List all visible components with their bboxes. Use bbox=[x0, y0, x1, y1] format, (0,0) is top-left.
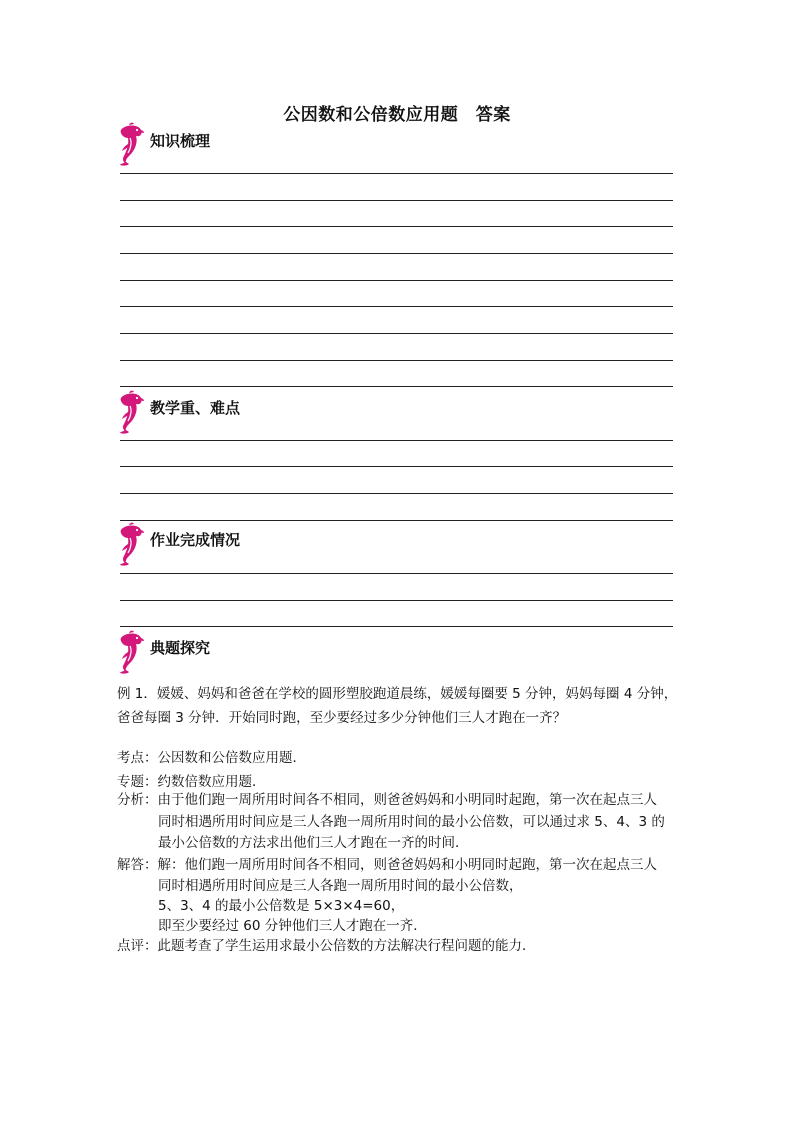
zhuanti-line: 专题：约数倍数应用题． bbox=[117, 774, 266, 790]
fenxi-line: 最小公倍数的方法求出他们三人才跑在一齐的时间． bbox=[158, 835, 469, 851]
dolphin-icon bbox=[117, 630, 145, 674]
section-title: 典题探究 bbox=[150, 639, 211, 657]
kaodian-line: 考点：公因数和公倍数应用题． bbox=[117, 750, 306, 766]
answer-line bbox=[120, 253, 673, 254]
answer-line bbox=[120, 280, 673, 281]
answer-line bbox=[120, 200, 673, 201]
answer-line bbox=[120, 360, 673, 361]
dolphin-icon bbox=[117, 122, 145, 166]
jieda-line: 同时相遇所用时间应是三人各跑一周所用时间的最小公倍数， bbox=[158, 878, 523, 894]
dianping-line: 点评：此题考查了学生运用求最小公倍数的方法解决行程问题的能力． bbox=[117, 938, 536, 954]
answer-line bbox=[120, 520, 673, 521]
fenxi-line: 分析：由于他们跑一周所用时间各不相同，则爸爸妈妈和小明同时起跑，第一次在起点三人 bbox=[117, 792, 657, 808]
answer-line bbox=[120, 333, 673, 334]
answer-line bbox=[120, 440, 673, 441]
answer-line bbox=[120, 573, 673, 574]
answer-line bbox=[120, 493, 673, 494]
question-line: 爸爸每圈 3 分钟．开始同时跑，至少要经过多少分钟他们三人才跑在一齐？ bbox=[117, 710, 567, 726]
jieda-line: 5、3、4 的最小公倍数是 5×3×4=60， bbox=[158, 898, 405, 914]
answer-line bbox=[120, 600, 673, 601]
answer-line bbox=[120, 226, 673, 227]
page-title: 公因数和公倍数应用题 答案 bbox=[283, 105, 511, 125]
dolphin-icon bbox=[117, 522, 145, 566]
question-line: 例 1．媛媛、妈妈和爸爸在学校的圆形塑胶跑道晨练，媛媛每圈要 5 分钟，妈妈每圈 4 分钟， bbox=[117, 686, 678, 702]
answer-line bbox=[120, 386, 673, 387]
section-title: 知识梳理 bbox=[150, 132, 211, 150]
section-title: 作业完成情况 bbox=[150, 531, 241, 549]
jieda-line: 解答：解：他们跑一周所用时间各不相同，则爸爸妈妈和小明同时起跑，第一次在起点三人 bbox=[117, 857, 657, 873]
answer-line bbox=[120, 466, 673, 467]
fenxi-line: 同时相遇所用时间应是三人各跑一周所用时间的最小公倍数，可以通过求 5、4、3 的 bbox=[158, 814, 665, 830]
answer-line bbox=[120, 306, 673, 307]
section-title: 教学重、难点 bbox=[150, 399, 241, 417]
answer-line bbox=[120, 626, 673, 627]
dolphin-icon bbox=[117, 390, 145, 434]
answer-line bbox=[120, 173, 673, 174]
jieda-line: 即至少要经过 60 分钟他们三人才跑在一齐． bbox=[158, 918, 427, 934]
